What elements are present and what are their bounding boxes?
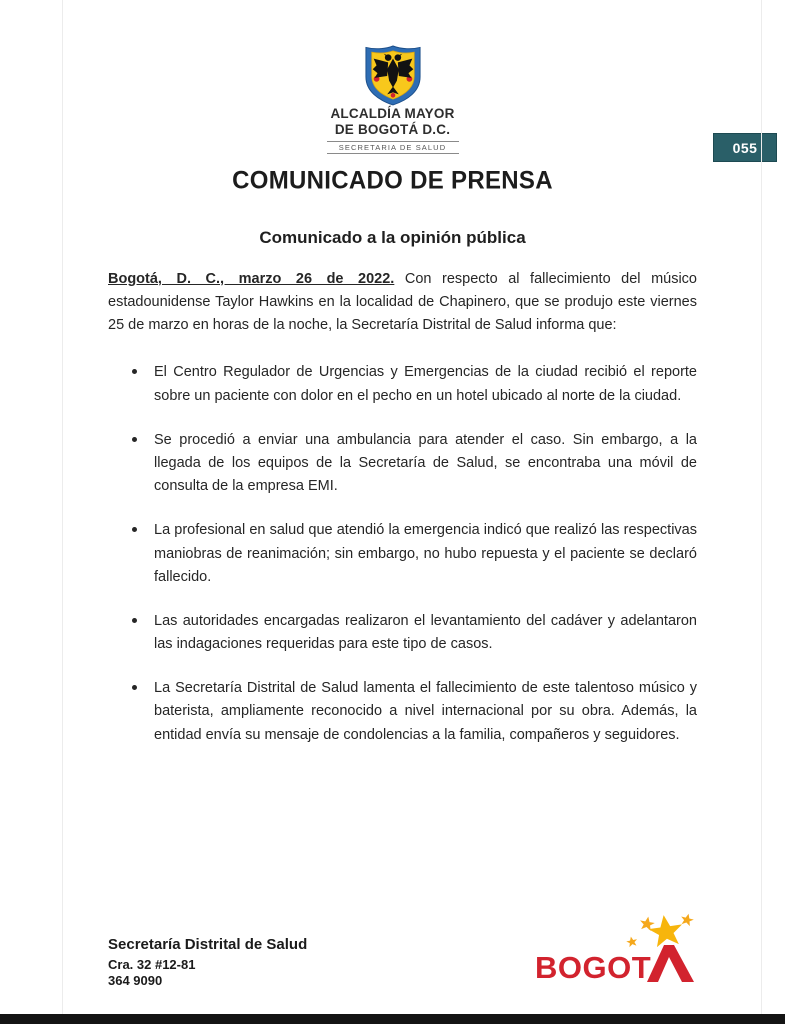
bullet-item: Las autoridades encargadas realizaron el levantamiento del cadáver y adelantaron las indagaciones requeridas para este tipo de casos. (154, 610, 697, 656)
org-name-line1: ALCALDÍA MAYOR (330, 106, 455, 121)
scan-artifact-line (62, 0, 63, 1024)
bogota-city-logo (535, 912, 703, 990)
document-title: Comunicado a la opinión pública (259, 227, 526, 247)
org-subtitle-rule (327, 141, 459, 154)
bullet-item: Se procedió a enviar una ambulancia para atender el caso. Sin embargo, a la llegada de los equipos de la Secretaría de Salud, se encontraba una móvil de consulta de la empresa EMI. (154, 429, 697, 499)
footer-contact-block (108, 936, 307, 988)
bullet-item: El Centro Regulador de Urgencias y Emergencias de la ciudad recibió el reporte sobre un paciente con dolor en el pecho en un hotel ubicado al norte de la ciudad. (154, 361, 697, 407)
logo-lambda-a (647, 945, 694, 982)
org-subtitle: SECRETARIA DE SALUD (338, 142, 447, 152)
footer-address: Cra. 32 #12-81 (108, 957, 196, 972)
logo-wordmark: BOGOT (535, 950, 652, 985)
press-release-heading: COMUNICADO DE PRENSA (232, 166, 553, 195)
footer-phone: 364 9090 (108, 972, 163, 988)
intro-paragraph (108, 268, 697, 338)
star-icon (625, 912, 694, 948)
bullet-item: La Secretaría Distrital de Salud lamenta el fallecimiento de este talentoso músico y baterista, ampliamente reconocido a nivel internacional por su obra. Además, la entidad envía su mensaje de condolencias a la familia, compañeros y seguidores. (154, 677, 697, 747)
scan-bottom-bar (0, 1014, 785, 1024)
org-name-line2: DE BOGOTÁ D.C. (334, 121, 451, 137)
document-number-badge: 055 (713, 133, 777, 162)
footer-org-name: Secretaría Distrital de Salud (108, 936, 308, 953)
bogota-coat-of-arms-icon (364, 44, 422, 106)
bullet-item: La profesional en salud que atendió la emergencia indicó que realizó las respectivas maniobras de reanimación; sin embargo, no hubo repuesta y el paciente se declaró fallecido. (154, 519, 697, 589)
intro-text: Con respecto al fallecimiento del músico estadounidense Taylor Hawkins en la localidad de Chapinero, que se produjo este viernes 25 de marzo en horas de la noche, la Secretaría Distrital de Salud informa que: (108, 270, 698, 334)
scan-artifact-line (761, 0, 762, 1024)
document-body (108, 268, 697, 747)
dateline: Bogotá, D. C., marzo 26 de 2022. (108, 270, 395, 287)
bullet-list (108, 361, 697, 746)
letterhead (0, 0, 785, 195)
